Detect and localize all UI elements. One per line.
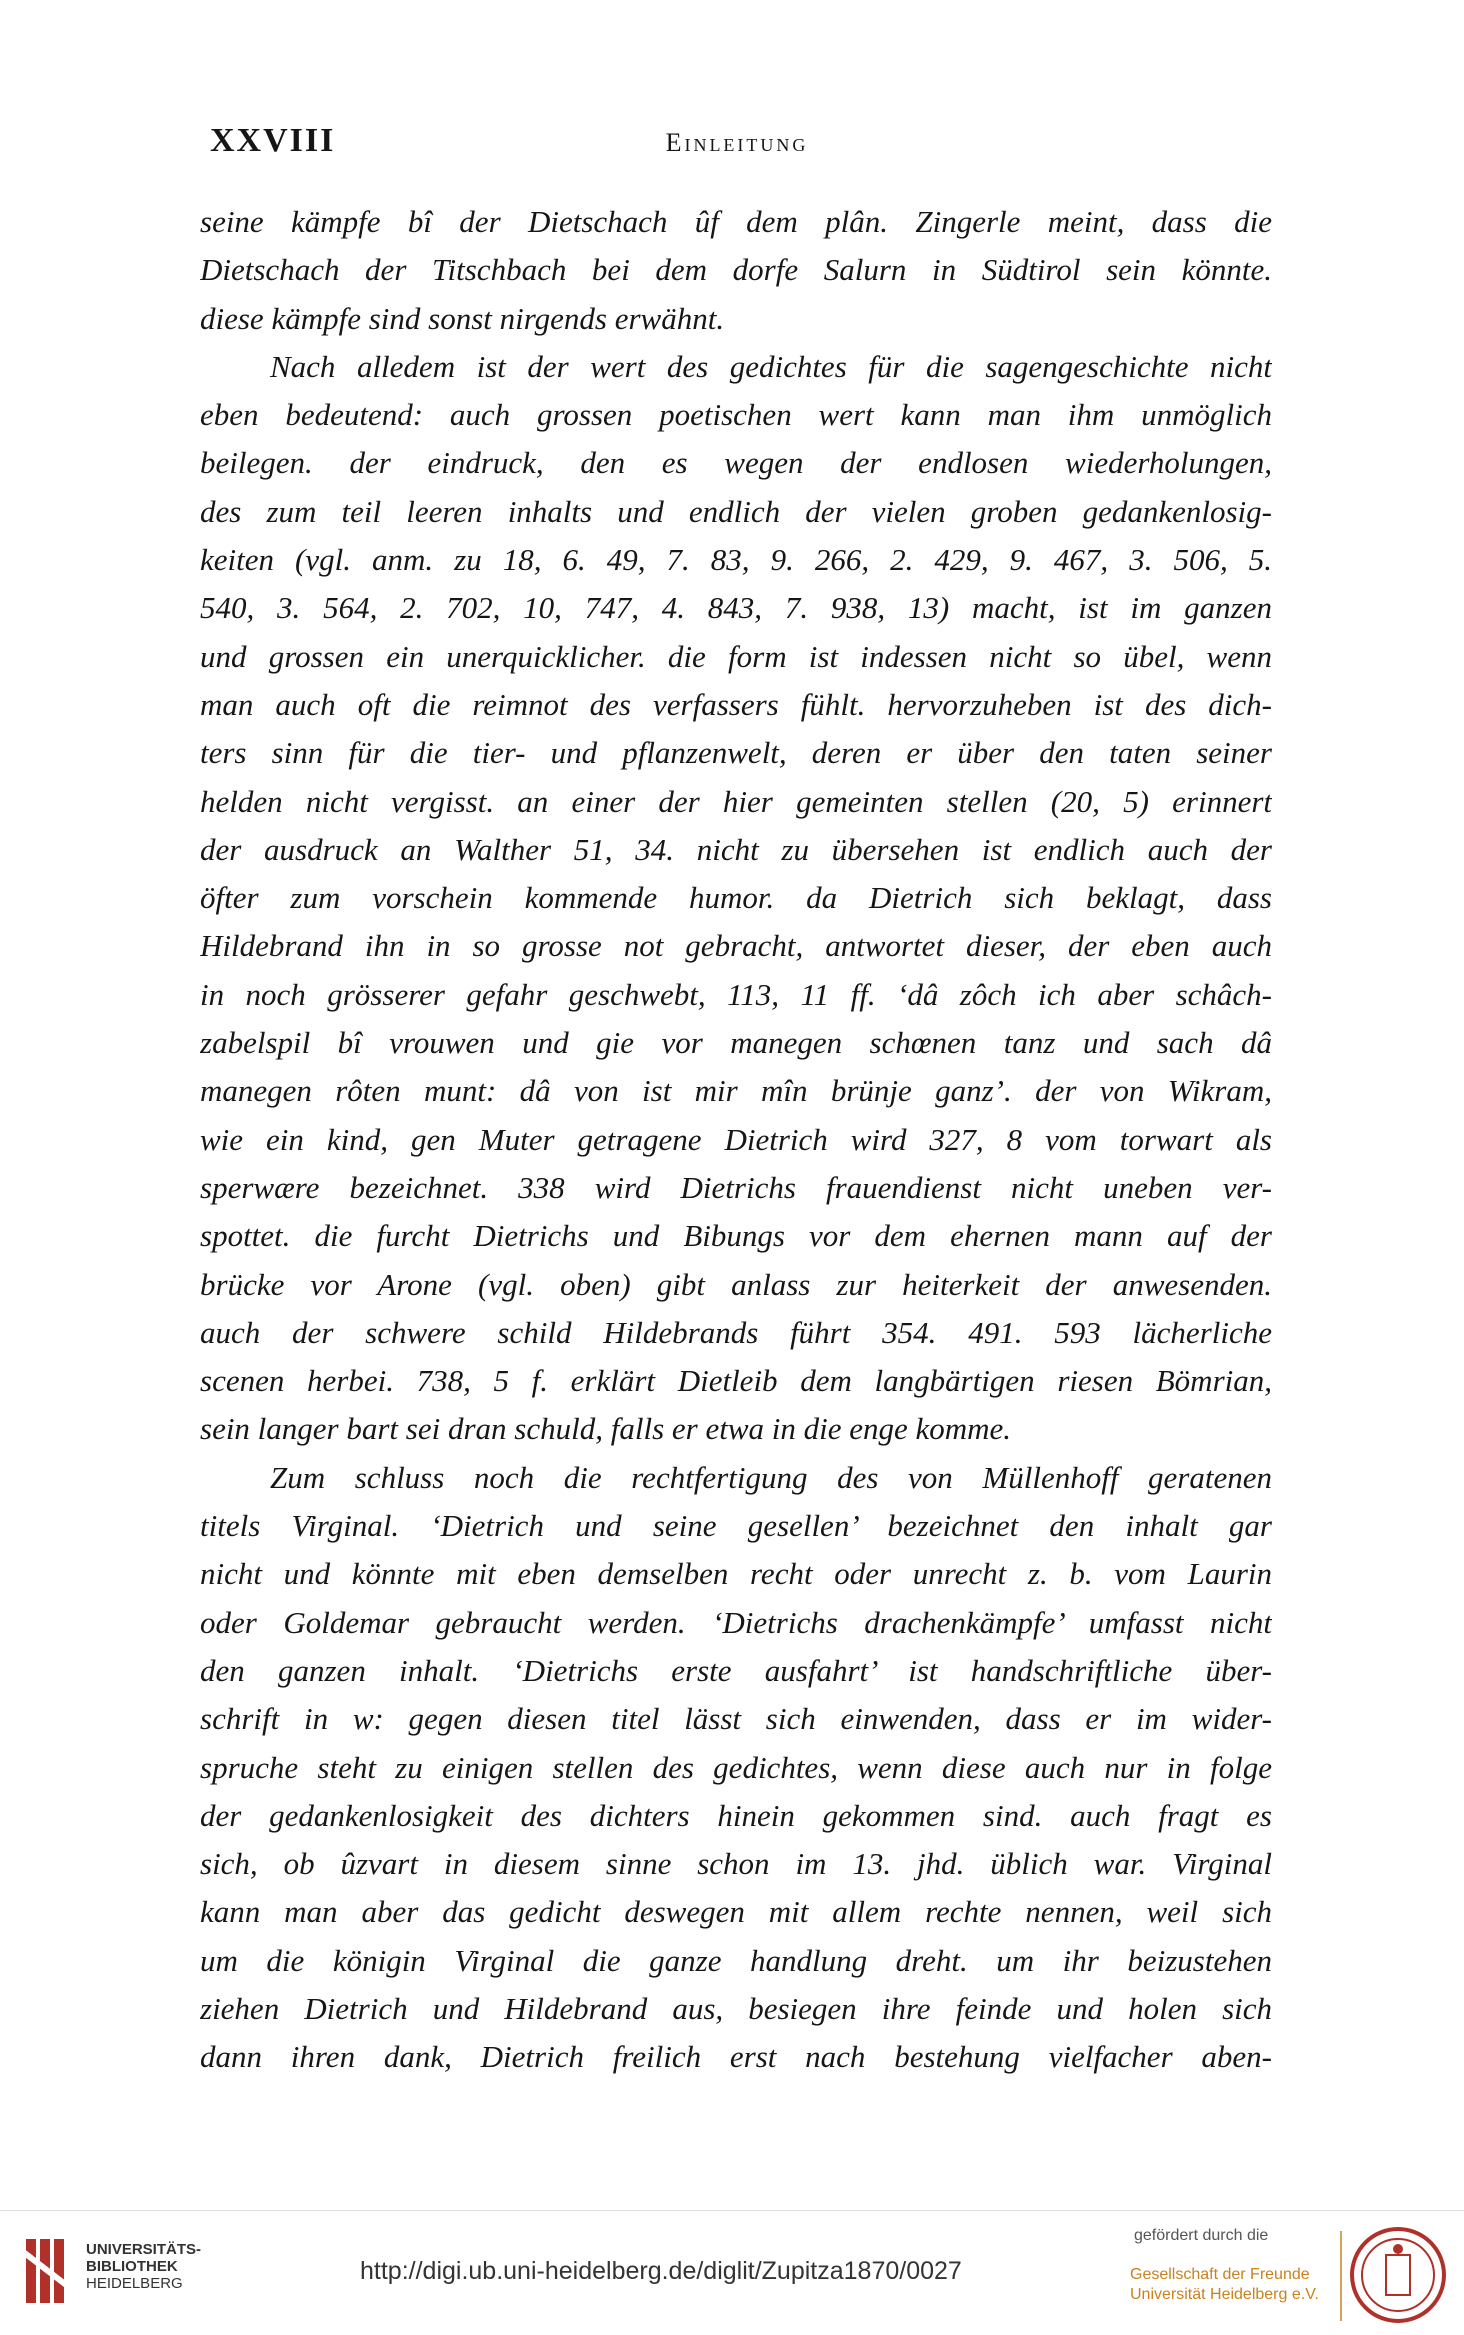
- text-line: sich, ob ûzvart in diesem sinne schon im 13. jhd. üblich war. Virginal: [200, 1846, 1272, 1882]
- text-line: spruche steht zu einigen stellen des gedichtes, wenn diese auch nur in folge: [200, 1749, 1272, 1785]
- text-line: zabelspil bî vrouwen und gie vor manegen schœnen tanz und sach dâ: [200, 1025, 1272, 1061]
- text-line: keiten (vgl. anm. zu 18, 6. 49, 7. 83, 9. 266, 2. 429, 9. 467, 3. 506, 5.: [200, 542, 1272, 578]
- text-line: auch der schwere schild Hildebrands führt 354. 491. 593 lächerliche: [200, 1314, 1272, 1350]
- text-line: den ganzen inhalt. ‘Dietrichs erste ausfahrt’ ist handschriftliche über-: [200, 1652, 1272, 1688]
- text-line: dann ihren dank, Dietrich freilich erst nach bestehung vielfacher aben-: [200, 2039, 1272, 2075]
- running-title: Einleitung: [665, 128, 809, 157]
- running-head: [210, 122, 1264, 172]
- sponsor-name-line: Gesellschaft der Freunde: [1130, 2266, 1310, 2283]
- footer-bar: [0, 2210, 1464, 2335]
- text-line: titels Virginal. ‘Dietrich und seine gesellen’ bezeichnet den inhalt gar: [200, 1508, 1272, 1544]
- text-line: Zum schluss noch die rechtfertigung des von Müllenhoff geratenen: [270, 1459, 1272, 1495]
- sponsor-name-line: Universität Heidelberg e.V.: [1130, 2286, 1319, 2303]
- library-name-line: UNIVERSITÄTS-: [86, 2241, 202, 2258]
- text-line: eben bedeutend: auch grossen poetischen wert kann man ihm unmöglich: [200, 397, 1272, 433]
- text-line: Hildebrand ihn in so grosse not gebracht, antwortet dieser, der eben auch: [200, 928, 1272, 964]
- text-line: Nach alledem ist der wert des gedichtes für die sagengeschichte nicht: [270, 348, 1272, 384]
- library-name: [86, 2241, 201, 2292]
- text-line: helden nicht vergisst. an einer der hier gemeinten stellen (20, 5) erinnert: [200, 783, 1272, 819]
- text-line: spottet. die furcht Dietrichs und Bibungs vor dem ehernen mann auf der: [200, 1218, 1272, 1254]
- text-line: der gedankenlosigkeit des dichters hinein gekommen sind. auch fragt es: [200, 1797, 1272, 1833]
- text-line: wie ein kind, gen Muter getragene Dietrich wird 327, 8 vom torwart als: [200, 1121, 1272, 1157]
- library-name-line: BIBLIOTHEK: [86, 2258, 178, 2275]
- text-line: diese kämpfe sind sonst nirgends erwähnt.: [200, 300, 725, 336]
- sponsor-name: [1130, 2265, 1319, 2305]
- text-line: beilegen. der eindruck, den es wegen der endlosen wiederholungen,: [200, 445, 1272, 481]
- text-line: man auch oft die reimnot des verfassers fühlt. hervorzuheben ist des dich-: [200, 686, 1272, 722]
- text-line: kann man aber das gedicht deswegen mit allem rechte nennen, weil sich: [200, 1894, 1272, 1930]
- university-seal-icon: [1348, 2225, 1448, 2325]
- text-line: sperwære bezeichnet. 338 wird Dietrichs frauendienst nicht uneben ver-: [200, 1169, 1272, 1205]
- text-line: manegen rôten munt: dâ von ist mir mîn brünje ganz’. der von Wikram,: [200, 1073, 1272, 1109]
- text-line: brücke vor Arone (vgl. oben) gibt anlass zur heiterkeit der anwesenden.: [200, 1266, 1272, 1302]
- text-line: und grossen ein unerquicklicher. die form ist indessen nicht so übel, wenn: [200, 638, 1272, 674]
- text-line: ters sinn für die tier- und pflanzenwelt, deren er über den taten seiner: [200, 735, 1272, 771]
- library-logo-icon: [18, 2231, 78, 2311]
- text-line: des zum teil leeren inhalts und endlich der vielen groben gedankenlosig-: [200, 493, 1272, 529]
- text-line: schrift in w: gegen diesen titel lässt sich einwenden, dass er im wider-: [200, 1701, 1272, 1737]
- text-line: öfter zum vorschein kommende humor. da Dietrich sich beklagt, dass: [200, 880, 1272, 916]
- sponsor-label: gefördert durch die: [1134, 2227, 1269, 2244]
- permalink-url[interactable]: http://digi.ub.uni-heidelberg.de/diglit/Zupitza1870/0027: [360, 2257, 962, 2285]
- text-line: der ausdruck an Walther 51, 34. nicht zu übersehen ist endlich auch der: [200, 831, 1272, 867]
- text-line: seine kämpfe bî der Dietschach ûf dem plân. Zingerle meint, dass die: [200, 204, 1272, 239]
- text-line: oder Goldemar gebraucht werden. ‘Dietrichs drachenkämpfe’ umfasst nicht: [200, 1604, 1272, 1640]
- text-line: ziehen Dietrich und Hildebrand aus, besiegen ihre feinde und holen sich: [200, 1990, 1272, 2026]
- text-line: in noch grösserer gefahr geschwebt, 113, 11 ff. ‘dâ zôch ich aber schâch-: [200, 976, 1272, 1012]
- text-line: nicht und könnte mit eben demselben recht oder unrecht z. b. vom Laurin: [200, 1556, 1272, 1592]
- library-name-line: HEIDELBERG: [86, 2275, 183, 2292]
- body-text: [200, 198, 1272, 2082]
- text-line: um die königin Virginal die ganze handlung dreht. um ihr beizustehen: [200, 1942, 1272, 1978]
- text-line: Dietschach der Titschbach bei dem dorfe Salurn in Südtirol sein könnte.: [200, 252, 1272, 288]
- text-line: sein langer bart sei dran schuld, falls er etwa in die enge komme.: [200, 1411, 1012, 1447]
- footer-divider: [1340, 2231, 1342, 2321]
- page-number: XXVIII: [210, 122, 336, 159]
- text-line: scenen herbei. 738, 5 f. erklärt Dietleib dem langbärtigen riesen Bömrian,: [200, 1363, 1272, 1399]
- text-line: 540, 3. 564, 2. 702, 10, 747, 4. 843, 7. 938, 13) macht, ist im ganzen: [200, 590, 1272, 626]
